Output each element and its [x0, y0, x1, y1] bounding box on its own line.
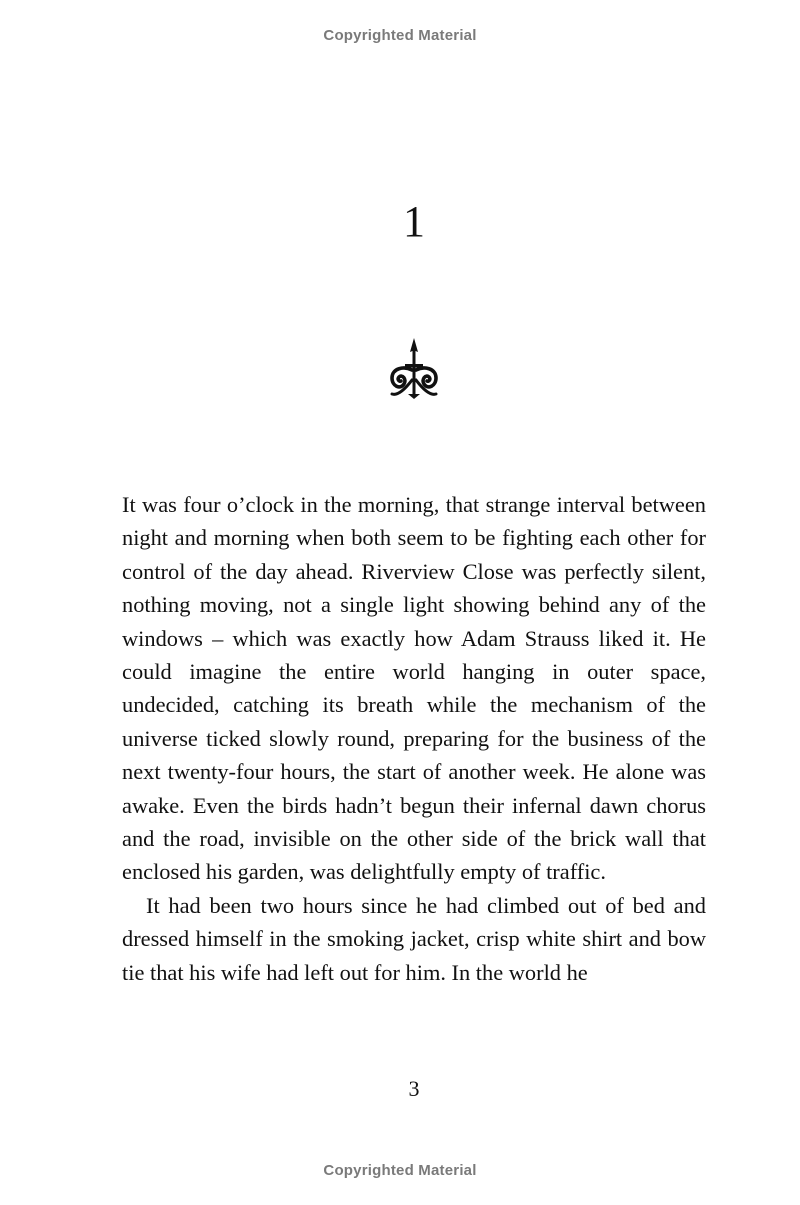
copyright-watermark-bottom: Copyrighted Material	[323, 1162, 477, 1179]
chapter-number: 1	[403, 197, 425, 246]
copyright-watermark-top: Copyrighted Material	[323, 27, 477, 44]
chapter-body-text	[122, 488, 706, 989]
paragraph-1: It was four o’clock in the morning, that strange interval between night and morning when both seem to be fighting each other for control of the day ahead. Riverview Close was perfectly silent, nothing moving, not a single light showing behind any of the windows – which was exactly how Adam Strauss liked it. He could imagine the entire world hanging in outer space, undecided, catching its breath while the mechanism of the universe ticked slowly round, preparing for the business of the next twenty-four hours, the start of another week. He alone was awake. Even the birds hadn’t begun their infernal dawn chorus and the road, invisible on the other side of the brick wall that enclosed his garden, was delightfully empty of traffic.	[122, 492, 706, 885]
paragraph-2: It had been two hours since he had climbed out of bed and dressed himself in the smoking jacket, crisp white shirt and bow tie that his wife had left out for him. In the world he	[122, 892, 706, 985]
page-number: 3	[408, 1076, 420, 1101]
fleuron-ornament-icon	[388, 336, 440, 400]
